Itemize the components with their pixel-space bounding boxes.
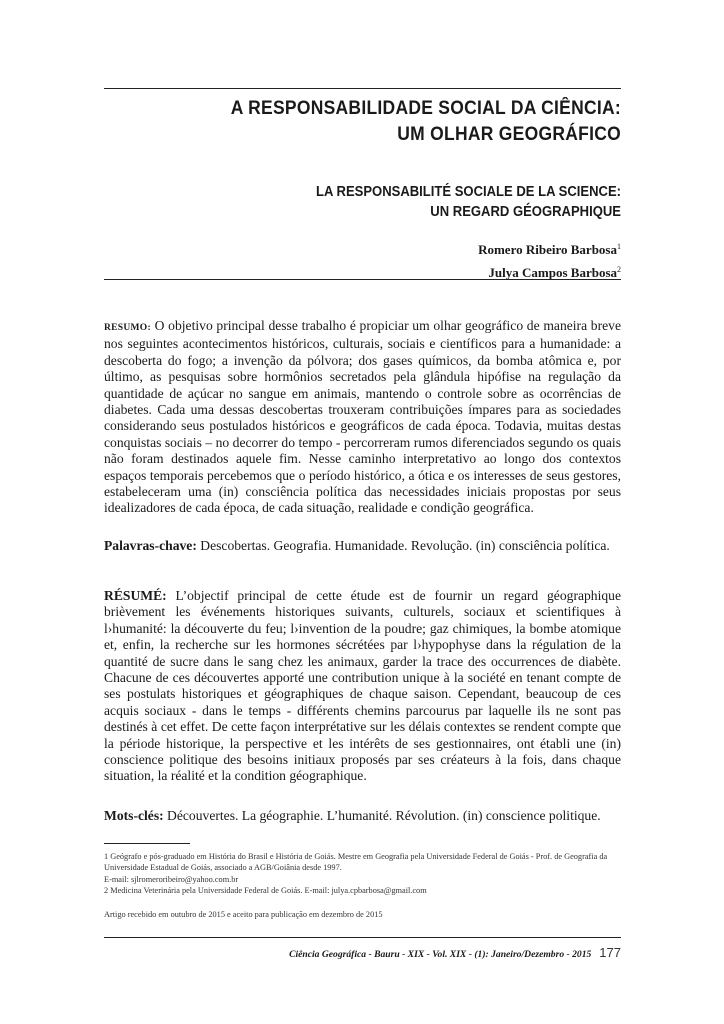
palavras-chave-label: Palavras-chave: bbox=[104, 538, 197, 553]
palavras-chave-text: Descobertas. Geografia. Humanidade. Revolução. (in) consciência política. bbox=[200, 538, 610, 553]
page-number: 177 bbox=[599, 945, 621, 960]
top-rule bbox=[104, 88, 621, 89]
author-1 bbox=[478, 237, 621, 260]
author-note-marker: 2 bbox=[617, 265, 621, 274]
article-title bbox=[145, 96, 621, 148]
resume-text: L’objectif principal de cette étude est de fournir un regard géographique brièvement les événements historiques suivants, culturels, sociaux et scientifiques à l›humanité: la découverte du feu; l›invention de la poudre; gaz chimiques, la bombe atomique et, enfin, la recherche sur les hormones sécrétées par l›hypophyse dans la régulation de la quantité de sucre dans le sang chez les animaux, garder la trace des occurrences de diabète. Chacune de ces découvertes apporté une contribution unique à la société en tenant compte de ses postulats historiques et géographiques de chaque saison. Cependant, beaucoup de ces acquis sociaux - dans le temps - différents chemins parcourus par laquelle ils ne sont pas destinés à cet effet. De cette façon interprétative sur les délais contextes se rendent compte que la période historique, la perspective et les intérêts de ses gestionnaires, ont établi une (in) conscience politique des besoins initiaux proposés par ses créateurs à la fois, dans chaque situation, la réalité et la condition géographique. bbox=[104, 588, 621, 784]
abstract-french bbox=[104, 588, 621, 785]
author-name: Romero Ribeiro Barbosa bbox=[478, 242, 617, 257]
subtitle-line-1: LA RESPONSABILITÉ SOCIALE DE LA SCIENCE: bbox=[315, 184, 621, 200]
abstract-portuguese bbox=[104, 318, 621, 517]
footnotes bbox=[104, 851, 621, 897]
footnote-2: 2 Medicina Veterinária pela Universidade Federal de Goiás. E-mail: julya.cpbarbosa@gmail.com bbox=[104, 886, 427, 896]
journal-citation: Ciência Geográfica - Bauru - XIX - Vol. XIX - (1): Janeiro/Dezembro - 2015 bbox=[289, 949, 592, 960]
article-subtitle-french bbox=[156, 182, 621, 222]
footnote-1-email: E-mail: sjlromeroribeiro@yahoo.com.br bbox=[104, 874, 239, 884]
author-name: Julya Campos Barbosa bbox=[488, 265, 617, 280]
subtitle-line-2: UN REGARD GÉOGRAPHIQUE bbox=[430, 204, 621, 220]
author-list bbox=[478, 237, 621, 283]
header-bottom-rule bbox=[104, 279, 621, 280]
resume-label: RÉSUMÉ: bbox=[104, 588, 167, 603]
author-note-marker: 1 bbox=[617, 242, 621, 251]
keywords-portuguese bbox=[104, 538, 621, 554]
footnote-1: 1 Geógrafo e pós-graduado em História do Brasil e História de Goiás. Mestre em Geografia pela Universidade Federal de Goiás - Prof. de Geografia da Universidade Estadual de Goiás, associado a AGB/Goiânia desde 1997. bbox=[104, 852, 608, 873]
footer-rule bbox=[104, 937, 621, 938]
title-line-1: A RESPONSABILIDADE SOCIAL DA CIÊNCIA: bbox=[230, 98, 622, 119]
article-page bbox=[104, 0, 621, 1024]
running-footer bbox=[289, 946, 621, 962]
mots-cles-label: Mots-clés: bbox=[104, 808, 164, 823]
resumo-text: O objetivo principal desse trabalho é propiciar um olhar geográfico de maneira breve nos seguintes acontecimentos históricos, culturais, sociais e científicos para a humanidade: a descoberta do fogo; a invenção da pólvora; dos gases químicos, da bomba atômica e, por último, as pesquisas sobre hormônios secretados pela glândula hipófise na regulação da quantidade de açúcar no sangue em animais, mantendo o controle sobre as ocorrências de diabetes. Cada uma dessas descobertas trouxeram contribuições ímpares para as sociedades considerando seus postulados históricos e geográficos de cada época. Todavia, muitas destas conquistas sociais – no decorrer do tempo - percorreram rumos diferenciados segundo os quais não foram destinados aquele fim. Nesse caminho interpretativo ao longo dos contextos espaços temporais percebemos que o período histórico, a ótica e os interesses de seus gestores, estabeleceram uma (in) consciência política das necessidades iniciais propostas por seus idealizadores de cada época, de cada situação, realidade e condição geográfica. bbox=[104, 318, 621, 516]
title-line-2: UM OLHAR GEOGRÁFICO bbox=[397, 124, 621, 145]
mots-cles-text: Découvertes. La géographie. L’humanité. Révolution. (in) conscience politique. bbox=[167, 808, 601, 823]
received-note: Artigo recebido em outubro de 2015 e aceito para publicação em dezembro de 2015 bbox=[104, 910, 383, 919]
resumo-label: RESUMO: bbox=[104, 323, 151, 333]
footnote-rule bbox=[104, 843, 190, 844]
keywords-french bbox=[104, 808, 621, 824]
